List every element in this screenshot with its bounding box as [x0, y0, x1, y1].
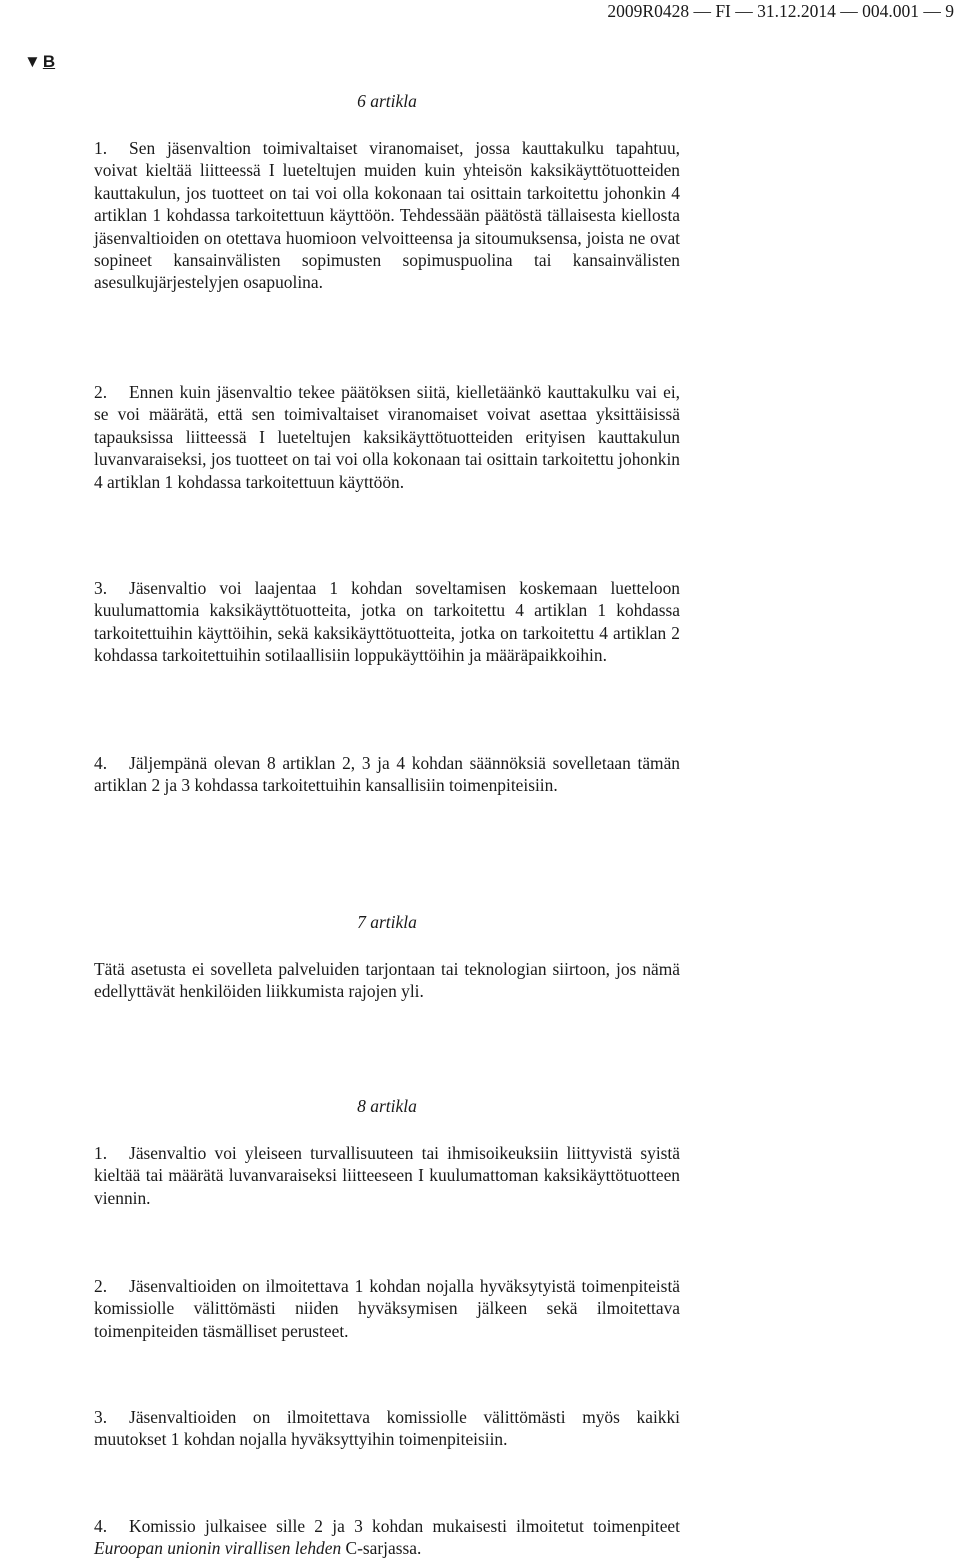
paragraph-text: Jäsenvaltioiden on ilmoitettava 1 kohdan nojalla hyväksytyistä toimenpiteistä komissiolle välittömästi niiden hyväksymisen jälkeen sekä ilmoitettava toimenpiteiden täsmälliset perusteet. — [94, 1276, 680, 1341]
article-6-paragraph-1 — [94, 137, 680, 294]
paragraph-number: 2. — [94, 382, 108, 402]
article-6-paragraph-3 — [94, 577, 680, 667]
article-8-title: 8 artikla — [357, 1096, 417, 1116]
paragraph-number: 1. — [94, 138, 108, 158]
article-8-paragraph-2 — [94, 1275, 680, 1342]
triangle-down-icon: ▼ — [24, 52, 41, 71]
journal-name: Euroopan unionin virallisen lehden — [94, 1538, 342, 1559]
article-8-paragraph-1 — [94, 1142, 680, 1209]
marker-letter: B — [42, 52, 56, 71]
paragraph-number: 3. — [94, 578, 108, 598]
paragraph-text: Jäljempänä olevan 8 artiklan 2, 3 ja 4 kohdan säännöksiä sovelletaan tämän artiklan 2 ja 3 kohdassa tarkoitettuihin kansallisiin toimenpiteisiin. — [94, 753, 680, 796]
paragraph-number: 1. — [94, 1143, 108, 1163]
article-8-paragraph-4 — [94, 1515, 680, 1560]
paragraph-number: 3. — [94, 1407, 108, 1427]
article-7-title: 7 artikla — [357, 912, 417, 932]
paragraph-text: Sen jäsenvaltion toimivaltaiset viranomaiset, jossa kauttakulku tapahtuu, voivat kieltää liitteessä I lueteltujen muiden kuin yhteisön kaksikäyttötuotteiden kauttakulun, jos tuotteet on tai voi olla kokonaan tai osittain tarkoitettu johonkin 4 artiklan 1 kohdassa tarkoitettuun käyttöön. Tehdessään päätöstä tällaisesta kiellosta jäsenvaltioiden on otettava huomioon velvoitteensa ja sitoumuksensa, joista ne ovat sopineet kansainvälisten sopimusten sopimuspuolina tai kansainvälisten asesulkujärjestelyjen osapuolina. — [94, 138, 680, 293]
paragraph-text: Komissio julkaisee sille 2 ja 3 kohdan mukaisesti ilmoitetut toimenpiteet — [129, 1516, 680, 1536]
paragraph-text-end: C-sarjassa. — [341, 1538, 422, 1559]
article-6-title: 6 artikla — [357, 91, 417, 111]
article-6-paragraph-4 — [94, 752, 680, 797]
article-8-paragraph-3 — [94, 1406, 680, 1451]
paragraph-text: Jäsenvaltio voi yleiseen turvallisuuteen tai ihmisoikeuksiin liittyvistä syistä kieltää tai määrätä luvanvaraiseksi liitteeseen I kuulumattoman kaksikäyttötuotteen viennin. — [94, 1143, 680, 1208]
paragraph-text: Jäsenvaltioiden on ilmoitettava komissiolle välittömästi myös kaikki muutokset 1 kohdan nojalla hyväksyttyihin toimenpiteisiin. — [94, 1407, 680, 1450]
article-6-paragraph-2 — [94, 381, 680, 493]
paragraph-number: 2. — [94, 1276, 108, 1296]
article-7-paragraph — [94, 958, 680, 1003]
amendment-marker — [24, 51, 55, 73]
paragraph-text: Jäsenvaltio voi laajentaa 1 kohdan soveltamisen koskemaan luetteloon kuulumattomia kaksikäyttötuotteita, jotka on tarkoitettu 4 artiklan 1 kohdassa tarkoitettuihin käyttöihin, sekä kaksikäyttötuotteita, jotka on tarkoitettu 4 artiklan 2 kohdassa tarkoitettuihin sotilaallisiin loppukäyttöihin ja määräpaikkoihin. — [94, 578, 680, 666]
paragraph-number: 4. — [94, 753, 108, 773]
running-header: 2009R0428 — FI — 31.12.2014 — 004.001 — 9 — [607, 1, 954, 21]
paragraph-number: 4. — [94, 1516, 108, 1536]
paragraph-text: Ennen kuin jäsenvaltio tekee päätöksen siitä, kielletäänkö kauttakulku vai ei, se voi määrätä, että sen toimivaltaiset viranomaiset voivat asettaa yksittäisissä tapauksissa liitteessä I lueteltujen kaksikäyttötuotteiden erityisen kauttakulun luvanvaraiseksi, jos tuotteet on tai voi olla kokonaan tai osittain tarkoitettu johonkin 4 artiklan 1 kohdassa tarkoitettuun käyttöön. — [94, 382, 680, 492]
paragraph-text: Tätä asetusta ei sovelleta palveluiden tarjontaan tai teknologian siirtoon, jos nämä edellyttävät henkilöiden liikkumista rajojen yli. — [94, 959, 680, 1002]
